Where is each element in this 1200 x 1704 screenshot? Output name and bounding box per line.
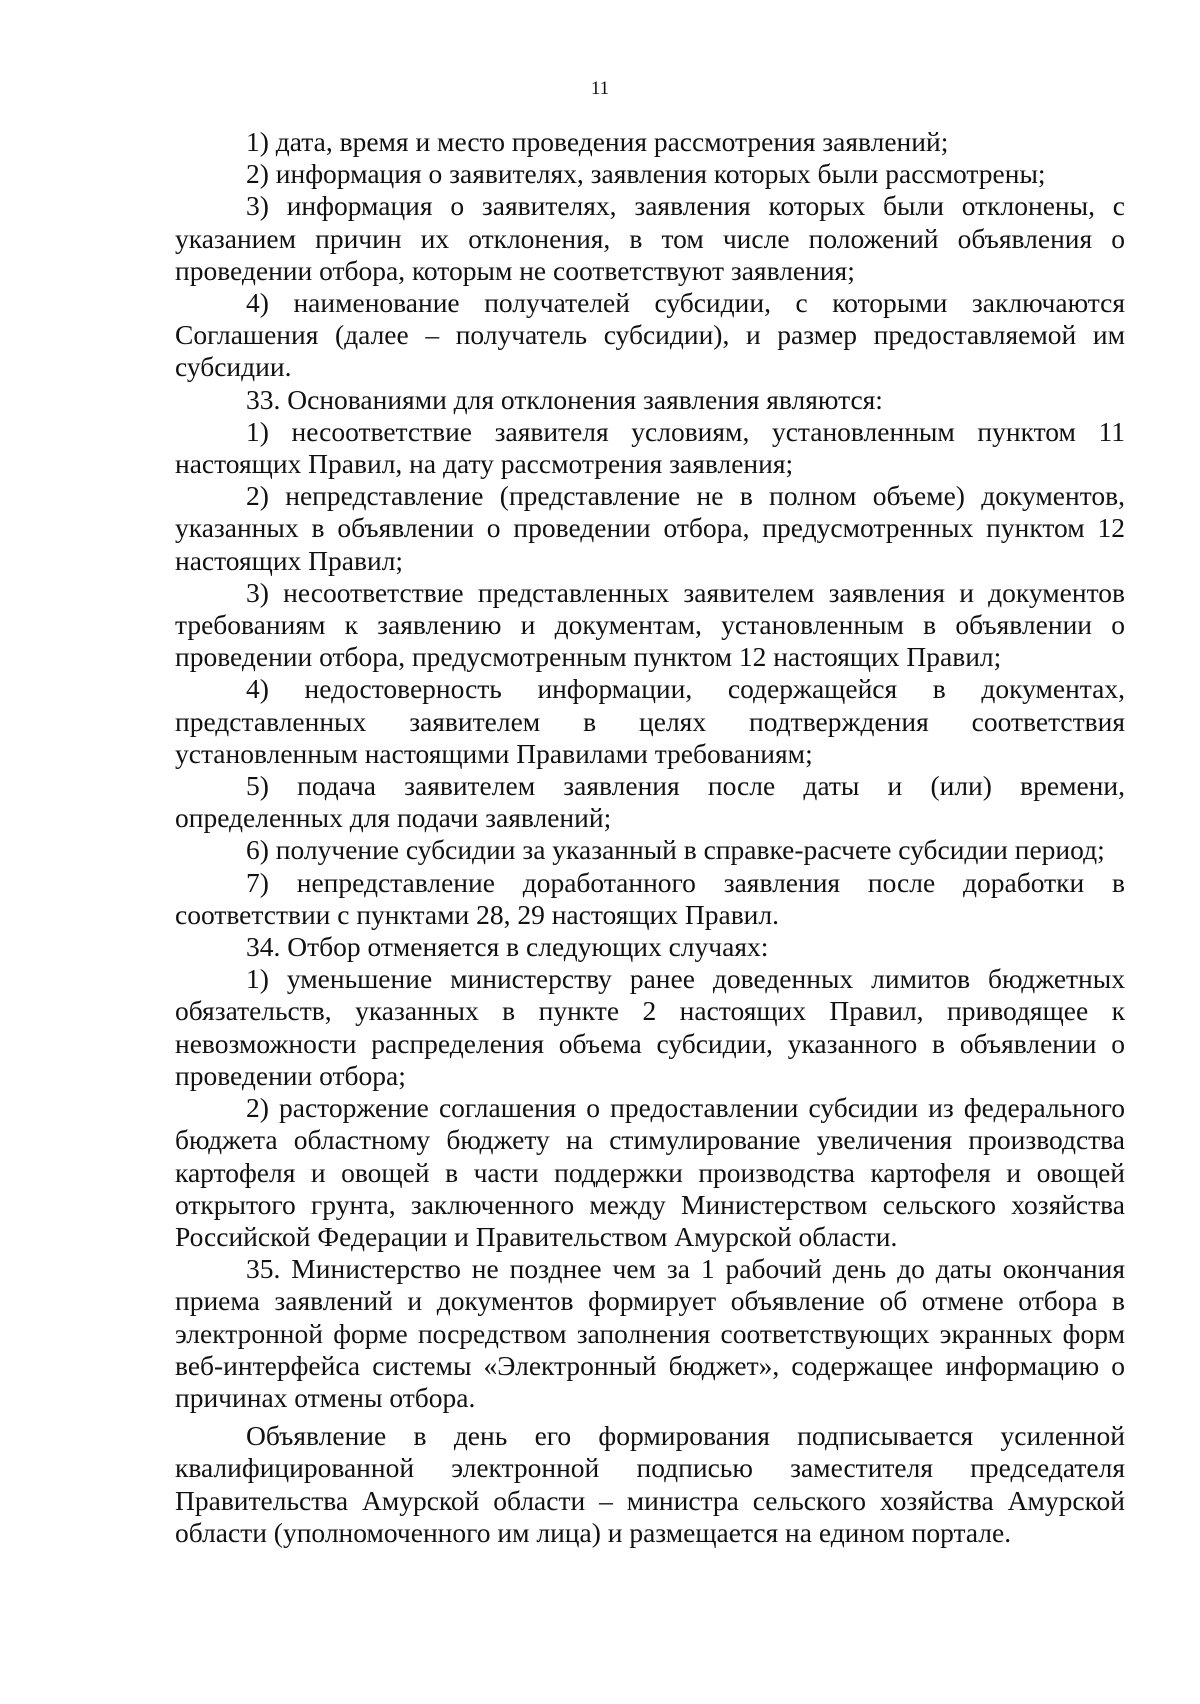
- paragraph-clause-35: 35. Министерство не позднее чем за 1 рабочий день до даты окончания приема заявлений и документов формирует объявление об отмене отбора в электронной форме посредством заполнения соответствующих экранных форм веб-интерфейса системы «Электронный бюджет», содержащее информацию о причинах отмены отбора.: [175, 1253, 1125, 1413]
- paragraph-clause-34: 34. Отбор отменяется в следующих случаях:: [246, 931, 769, 963]
- page-number: 11: [590, 78, 610, 99]
- paragraph-announcement-signing: Объявление в день его формирования подписывается усиленной квалифицированной электронной подписью заместителя председателя Правительства Амурской области – министра сельского хозяйства Амурской области (уполномоченного им лица) и размещается на едином портале.: [175, 1420, 1125, 1548]
- paragraph-protocol-item-3: 3) информация о заявителях, заявления которых были отклонены, с указанием причин их отклонения, в том числе положений объявления о проведении отбора, которым не соответствуют заявления;: [175, 190, 1125, 286]
- paragraph-cancellation-case-1: 1) уменьшение министерству ранее доведенных лимитов бюджетных обязательств, указанных в пункте 2 настоящих Правил, приводящее к невозможности распределения объема субсидии, указанного в объявлении о проведении отбора;: [175, 963, 1125, 1091]
- paragraph-rejection-ground-3: 3) несоответствие представленных заявителем заявления и документов требованиям к заявлению и документам, установленным в объявлении о проведении отбора, предусмотренным пунктом 12 настоящих Правил;: [175, 576, 1125, 673]
- paragraph-cancellation-case-2: 2) расторжение соглашения о предоставлении субсидии из федерального бюджета областному бюджету на стимулирование увеличения производства картофеля и овощей в части поддержки производства картофеля и овощей открытого грунта, заключенного между Министерством сельского хозяйства Российской Федерации и Правительством Амурской области.: [175, 1092, 1125, 1252]
- paragraph-rejection-ground-5: 5) подача заявителем заявления после даты и (или) времени, определенных для подачи заявлений;: [175, 770, 1125, 834]
- paragraph-clause-33: 33. Основаниями для отклонения заявления являются:: [246, 383, 883, 415]
- paragraph-rejection-ground-2: 2) непредставление (представление не в полном объеме) документов, указанных в объявлении о проведении отбора, предусмотренных пунктом 12 настоящих Правил;: [175, 480, 1125, 576]
- paragraph-protocol-item-1: 1) дата, время и место проведения рассмотрения заявлений;: [246, 126, 949, 157]
- document-body: [175, 126, 1125, 1549]
- paragraph-protocol-item-2: 2) информация о заявителях, заявления которых были рассмотрены;: [246, 158, 1046, 190]
- paragraph-rejection-ground-4: 4) недостоверность информации, содержащейся в документах, представленных заявителем в целях подтверждения соответствия установленным настоящими Правилами требованиям;: [175, 673, 1125, 769]
- paragraph-rejection-ground-7: 7) непредставление доработанного заявления после доработки в соответствии с пунктами 28, 29 настоящих Правил.: [175, 866, 1125, 930]
- paragraph-rejection-ground-6: 6) получение субсидии за указанный в справке-расчете субсидии период;: [246, 834, 1105, 866]
- paragraph-rejection-ground-1: 1) несоответствие заявителя условиям, установленным пунктом 11 настоящих Правил, на дату рассмотрения заявления;: [175, 415, 1125, 480]
- paragraph-protocol-item-4: 4) наименование получателей субсидии, с которыми заключаются Соглашения (далее – получатель субсидии), и размер предоставляемой им субсидии.: [175, 287, 1125, 383]
